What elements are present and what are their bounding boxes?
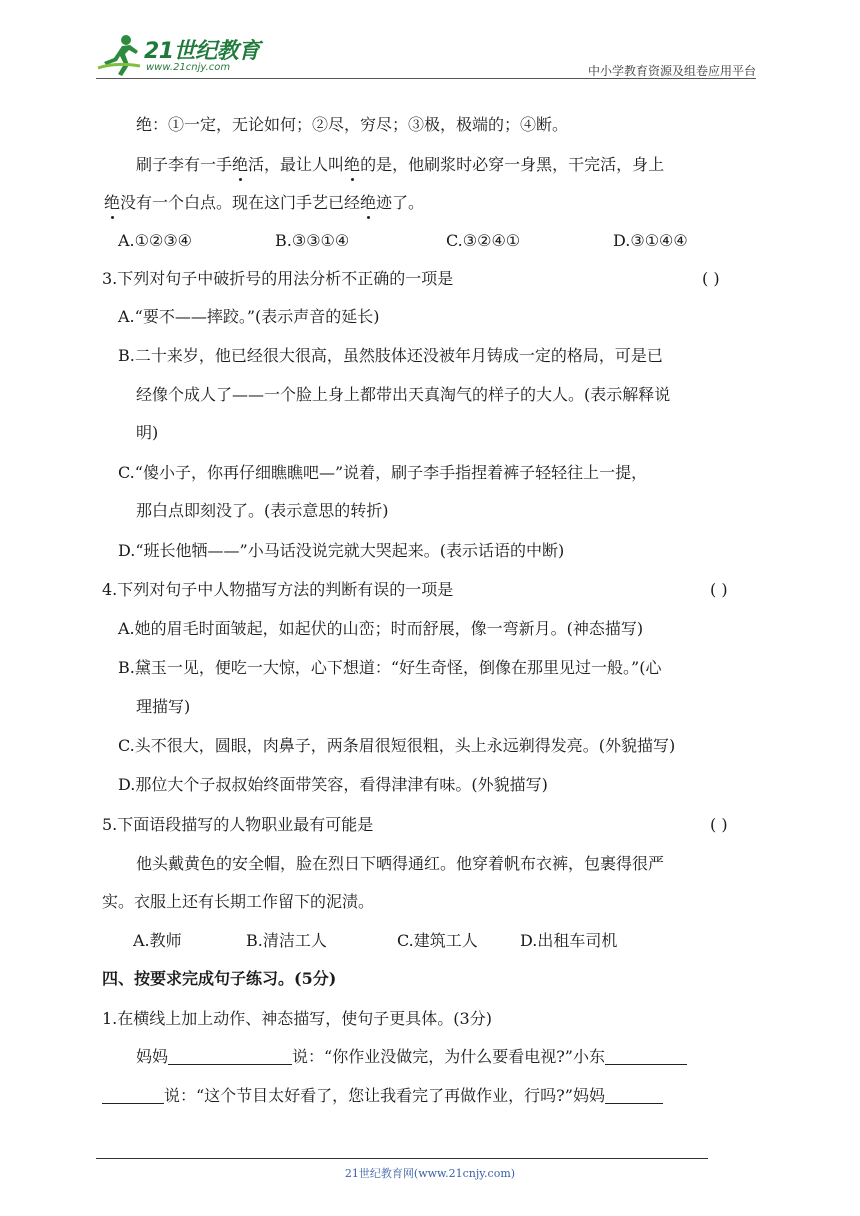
q2-passage-text: 没有一个白点。现在这门手艺已经 bbox=[120, 193, 361, 212]
q3-option-b-line3: 明) bbox=[136, 423, 159, 442]
dotted-char: 绝 bbox=[232, 155, 249, 174]
q3-option-b-line2: 经像个成人了——一个脸上身上都带出天真淘气的样子的大人。(表示解释说 bbox=[136, 385, 671, 404]
q4-option-a: A.她的眉毛时面皱起，如起伏的山峦；时而舒展，像一弯新月。(神态描写) bbox=[118, 619, 644, 638]
logo-url: www.21cnjy.com bbox=[146, 62, 231, 73]
logo-text: 21世纪教育 bbox=[144, 39, 260, 64]
s4-q1-text: 说：“你作业没做完，为什么要看电视?”小东 bbox=[292, 1047, 605, 1066]
s4-q1-stem: 1.在横线上加上动作、神态描写，使句子更具体。(3分) bbox=[102, 1009, 492, 1028]
header-divider bbox=[96, 78, 756, 79]
q2-option-a: A.①②③④ bbox=[118, 231, 193, 250]
site-logo bbox=[96, 32, 266, 78]
page-header bbox=[96, 32, 756, 78]
q5-option-b: B.清洁工人 bbox=[246, 931, 327, 950]
q2-passage-text: 的是，他刷浆时必穿一身黑，干完活，身上 bbox=[360, 155, 665, 174]
answer-blank[interactable] bbox=[102, 1085, 164, 1104]
q4-answer-paren: ( ) bbox=[710, 580, 728, 599]
dotted-char: 绝 bbox=[360, 193, 377, 212]
platform-name: 中小学教育资源及组卷应用平台 bbox=[587, 64, 756, 78]
s4-q1-line1 bbox=[136, 1046, 687, 1068]
q5-passage-line1: 他头戴黄色的安全帽，脸在烈日下晒得通红。他穿着帆布衣裤，包裹得很严 bbox=[136, 854, 665, 873]
q3-option-a: A.“要不——摔跤。”(表示声音的延长) bbox=[118, 307, 380, 326]
runner-logo-icon bbox=[96, 32, 144, 78]
q5-stem: 5.下面语段描写的人物职业最有可能是 bbox=[102, 815, 374, 834]
s4-q1-text: 说：“这个节目太好看了，您让我看完了再做作业，行吗?”妈妈 bbox=[164, 1086, 605, 1105]
q4-option-b-line2: 理描写) bbox=[136, 697, 191, 716]
footer-text: 21世纪教育网(www.21cnjy.com) bbox=[344, 1167, 516, 1180]
q4-option-b-line1: B.黛玉一见，便吃一大惊，心下想道：“好生奇怪，倒像在那里见过一般。”(心 bbox=[118, 658, 662, 677]
q2-passage-text: 活，最让人叫 bbox=[248, 155, 345, 174]
s4-q1-text: 妈妈 bbox=[136, 1047, 169, 1066]
answer-blank[interactable] bbox=[605, 1046, 687, 1065]
q4-stem: 4.下列对句子中人物描写方法的判断有误的一项是 bbox=[102, 580, 454, 599]
q2-passage-line1 bbox=[136, 154, 664, 176]
answer-blank[interactable] bbox=[605, 1085, 663, 1104]
q2-option-b: B.③③①④ bbox=[275, 231, 350, 250]
q5-answer-paren: ( ) bbox=[710, 815, 728, 834]
q3-option-d: D.“班长他牺——”小马话没说完就大哭起来。(表示话语的中断) bbox=[118, 541, 565, 560]
section-4-title: 四、按要求完成句子练习。(5分) bbox=[102, 969, 337, 988]
q4-option-c: C.头不很大，圆眼，肉鼻子，两条眉很短很粗，头上永远剃得发亮。(外貌描写) bbox=[118, 736, 676, 755]
q3-answer-paren: ( ) bbox=[702, 269, 720, 288]
dotted-char: 绝 bbox=[344, 155, 361, 174]
q2-option-c: C.③②④① bbox=[446, 231, 521, 250]
q5-passage-line2: 实。衣服上还有长期工作留下的泥渍。 bbox=[102, 892, 375, 911]
answer-blank[interactable] bbox=[168, 1046, 292, 1065]
q4-option-d: D.那位大个子叔叔始终面带笑容，看得津津有味。(外貌描写) bbox=[118, 775, 548, 794]
q2-option-d: D.③①④④ bbox=[613, 231, 688, 250]
q3-stem: 3.下列对句子中破折号的用法分析不正确的一项是 bbox=[102, 269, 454, 288]
footer-divider bbox=[96, 1158, 708, 1159]
s4-q1-line2 bbox=[102, 1085, 663, 1107]
q2-definition: 绝：①一定，无论如何；②尽，穷尽；③极，极端的；④断。 bbox=[136, 115, 569, 134]
dotted-char: 绝 bbox=[104, 193, 121, 212]
q2-passage-text: 刷子李有一手 bbox=[136, 155, 233, 174]
q5-option-d: D.出租车司机 bbox=[520, 931, 618, 950]
q3-option-b-line1: B.二十来岁，他已经很大很高，虽然肢体还没被年月铸成一定的格局，可是已 bbox=[118, 346, 663, 365]
q3-option-c-line2: 那白点即刻没了。(表示意思的转折) bbox=[136, 501, 389, 520]
q5-option-c: C.建筑工人 bbox=[397, 931, 478, 950]
q3-option-c-line1: C.“傻小子，你再仔细瞧瞧吧—”说着，刷子李手指捏着裤子轻轻往上一提， bbox=[118, 463, 648, 482]
q2-passage-text: 迹了。 bbox=[376, 193, 425, 212]
q2-passage-line2 bbox=[104, 192, 424, 214]
q5-option-a: A.教师 bbox=[133, 931, 182, 950]
